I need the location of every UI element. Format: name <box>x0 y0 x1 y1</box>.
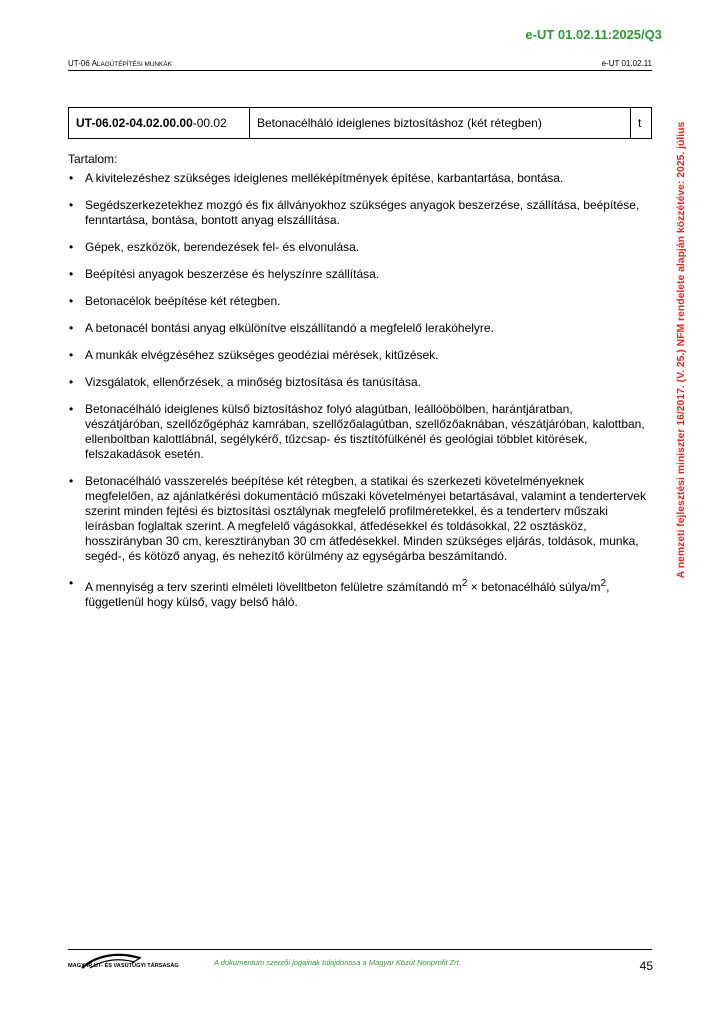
quantity-text-2: × betonacélháló súlya/m <box>467 580 601 594</box>
list-item: • A munkák elvégzéséhez szükséges geodéziai mérések, kitűzések. <box>68 348 652 363</box>
content-list <box>68 171 652 622</box>
item-code <box>69 108 250 139</box>
list-item: • Betonacélok beépítése két rétegben. <box>68 294 652 309</box>
chapter-title-smallcaps: LAGÚTÉPÍTÉSI MUNKÁK <box>96 61 172 68</box>
list-item: • A betonacél bontási anyag elkülönítve elszállítandó a megfelelő lerakóhelyre. <box>68 321 652 336</box>
item-unit: t <box>631 108 652 139</box>
list-item: • Betonacélháló ideiglenes külső biztosításhoz folyó alagútban, leállóöbölben, harántjáratban, vészátjáróban, szellőzőgépház kamrában, szellőzőalagútban, szellőzőaknában, vészátjáróban, kalottban, ellenboltban kalottlábnál, segélykérő, tűzcsap- és tisztítófülkénél és geológiai többlet kitörések, felszakadások esetén. <box>68 402 652 462</box>
header-doc-ref: e-UT 01.02.11 <box>601 59 652 68</box>
list-item: • Betonacélháló vasszerelés beépítése két rétegben, a statikai és szerkezeti követelményeknek megfelelően, az ajánlatkérési dokumentáció műszaki követelményei betartásával, valamint a tendertervek szerint minden fejtési és biztosítási osztálynak megfelelő profilméretekkel, és a tenderterv műszaki leírásban foglaltak szerint. A megfelelő vágásokkal, átfedésekkel és toldásokkal, 22 osztásköz, hosszirányban 30 cm, keresztirányban 30 cm átfedésekkel. Minden szükséges eljárás, toldások, munka, segéd-, és kötöző anyag, és nehezítő körülmény az egységárba beszámítandó. <box>68 474 652 564</box>
item-code-suffix: -00.02 <box>192 116 227 130</box>
list-item: • Gépek, eszközök, berendezések fel- és elvonulása. <box>68 240 652 255</box>
publication-note: A nemzeti fejlesztési miniszter 16/2017. (V. 25.) NFM rendelete alapján közzétéve: 2025. július <box>676 121 687 579</box>
document-code: e-UT 01.02.11:2025/Q3 <box>525 27 662 42</box>
chapter-title <box>68 59 172 68</box>
quantity-sup-2: 2 <box>600 578 607 589</box>
item-row <box>69 108 652 139</box>
list-item: • Beépítési anyagok beszerzése és helyszínre szállítása. <box>68 267 652 282</box>
item-code-main: UT-06.02-04.02.00.00 <box>76 116 193 130</box>
quantity-sup-1: 2 <box>461 578 468 589</box>
item-table <box>68 107 652 139</box>
copyright-notice: A dokumentum szerzői jogainak tulajdonosa a Magyar Közút Nonprofit Zrt. <box>214 958 461 967</box>
content-label: Tartalom: <box>68 152 118 166</box>
list-item-quantity <box>68 576 652 610</box>
page-number: 45 <box>639 959 653 973</box>
header-divider <box>68 70 652 71</box>
quantity-text-3: , függetlenül hogy külső, vagy belső háló. <box>85 580 610 609</box>
list-item: • Vizsgálatok, ellenőrzések, a minőség biztosítása és tanúsítása. <box>68 375 652 390</box>
quantity-text-1: A mennyiség a terv szerinti elméleti lövelltbeton felületre számítandó m <box>85 580 462 594</box>
list-item: • Segédszerkezetekhez mozgó és fix állványokhoz szükséges anyagok beszerzése, szállítása, beépítése, fenntartása, bontása, bontott anyag elszállítása. <box>68 198 652 228</box>
list-item: • A kivitelezéshez szükséges ideiglenes melléképítmények építése, karbantartása, bontása. <box>68 171 652 186</box>
logo-text: MAGYAR ÚT- ÉS VASÚTÜGYI TÁRSASÁG <box>68 963 179 969</box>
item-title: Betonacélháló ideiglenes biztosításhoz (két rétegben) <box>250 108 631 139</box>
chapter-title-prefix: UT-06 A <box>68 59 97 68</box>
